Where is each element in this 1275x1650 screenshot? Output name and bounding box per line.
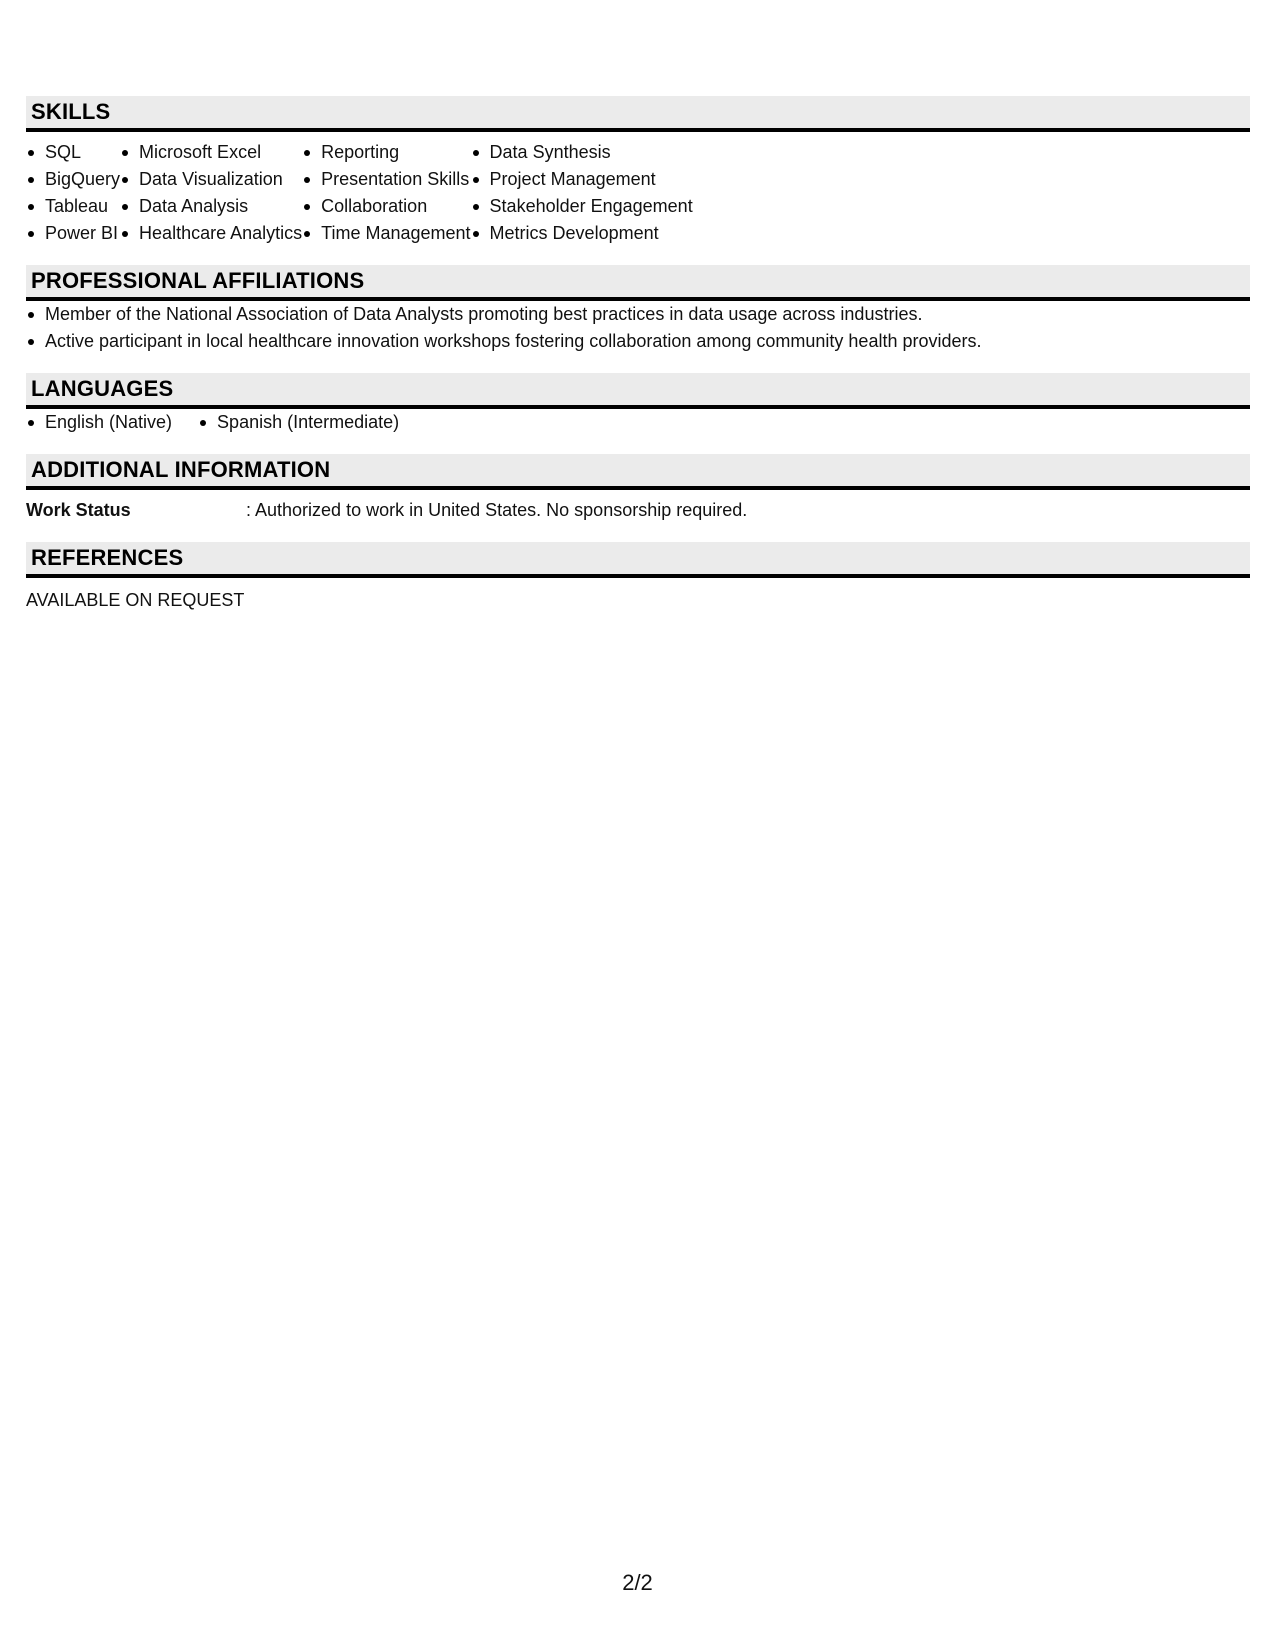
skills-column-2	[120, 139, 302, 247]
skills-column-3	[302, 139, 470, 247]
references-title: REFERENCES	[31, 545, 184, 570]
languages-list	[26, 409, 1250, 436]
skill-item: Tableau	[26, 193, 120, 220]
skill-item: Microsoft Excel	[120, 139, 302, 166]
affiliations-header	[26, 265, 1250, 301]
skill-item: Healthcare Analytics	[120, 220, 302, 247]
skill-item: Stakeholder Engagement	[471, 193, 693, 220]
resume-page	[26, 96, 1250, 632]
additional-info-section	[26, 454, 1250, 524]
affiliation-item: Member of the National Association of Data Analysts promoting best practices in data usage across industries.	[26, 301, 1250, 328]
skill-item: Project Management	[471, 166, 693, 193]
language-item: Spanish (Intermediate)	[198, 409, 399, 436]
skill-item: BigQuery	[26, 166, 120, 193]
languages-section	[26, 373, 1250, 436]
skill-item: Metrics Development	[471, 220, 693, 247]
affiliations-section	[26, 265, 1250, 355]
page-number: 2/2	[622, 1570, 653, 1595]
additional-info-header	[26, 454, 1250, 490]
references-text: AVAILABLE ON REQUEST	[26, 590, 245, 610]
skill-item: Reporting	[302, 139, 470, 166]
skill-item: Presentation Skills	[302, 166, 470, 193]
skills-section	[26, 96, 1250, 247]
skills-grid	[26, 132, 1250, 247]
skill-item: Data Analysis	[120, 193, 302, 220]
affiliation-item: Active participant in local healthcare innovation workshops fostering collaboration among community health providers.	[26, 328, 1250, 355]
skill-item: Collaboration	[302, 193, 470, 220]
affiliations-list	[26, 301, 1250, 355]
language-item: English (Native)	[26, 409, 172, 436]
work-status-value: : Authorized to work in United States. No sponsorship required.	[246, 500, 748, 520]
skill-item: Data Synthesis	[471, 139, 693, 166]
references-header	[26, 542, 1250, 578]
skills-column-4	[471, 139, 693, 247]
skill-item: SQL	[26, 139, 120, 166]
affiliations-title: PROFESSIONAL AFFILIATIONS	[31, 268, 365, 293]
languages-title: LANGUAGES	[31, 376, 174, 401]
languages-header	[26, 373, 1250, 409]
skill-item: Power BI	[26, 220, 120, 247]
skills-title: SKILLS	[31, 99, 111, 124]
skills-column-1	[26, 139, 120, 247]
work-status-row	[26, 490, 1250, 524]
skills-header	[26, 96, 1250, 132]
additional-info-title: ADDITIONAL INFORMATION	[31, 457, 331, 482]
skill-item: Data Visualization	[120, 166, 302, 193]
work-status-label: Work Status	[26, 500, 131, 520]
references-section	[26, 542, 1250, 614]
skill-item: Time Management	[302, 220, 470, 247]
